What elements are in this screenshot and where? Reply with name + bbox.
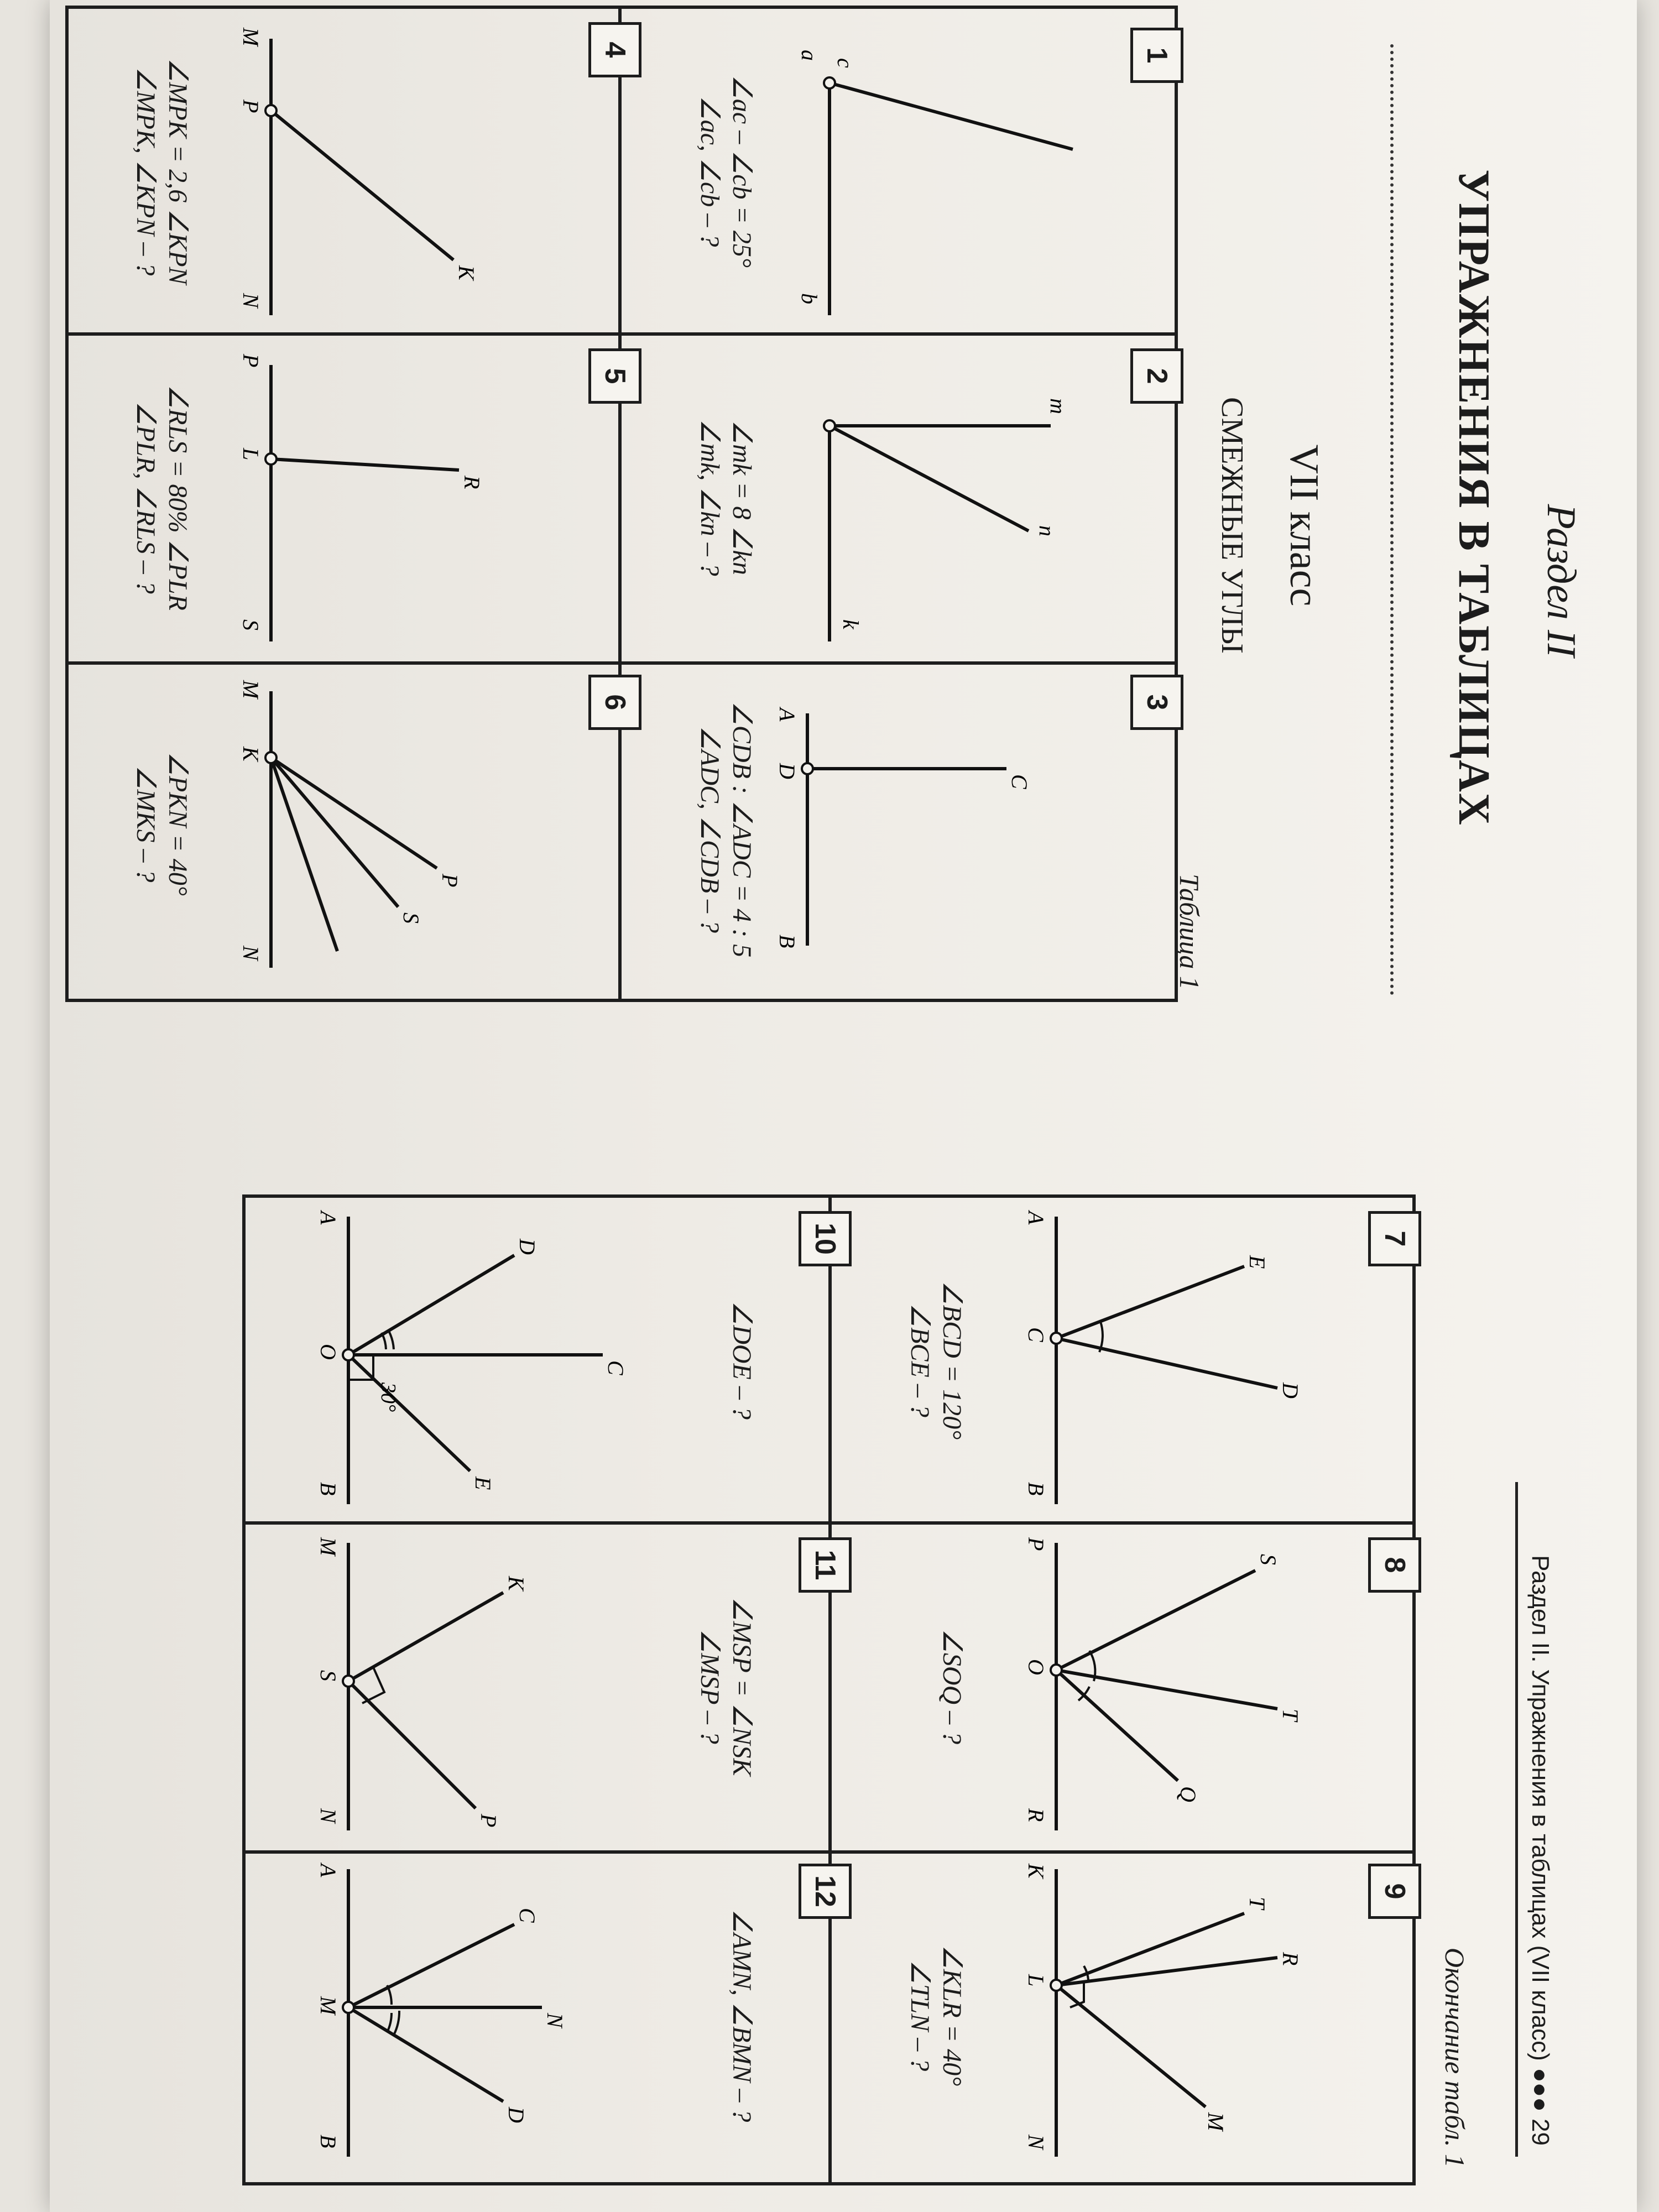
header-rule	[1515, 1482, 1518, 2157]
label-O: O	[1024, 1659, 1048, 1675]
exercise-8	[835, 1521, 1416, 1847]
label-C: C	[1007, 774, 1032, 789]
exercise-10	[249, 1194, 841, 1521]
label-Q: Q	[1176, 1786, 1201, 1802]
exercise-number: 3	[1130, 675, 1183, 730]
label-R: R	[1024, 1808, 1048, 1822]
label-K: K	[504, 1576, 529, 1591]
figure-4	[227, 6, 536, 326]
label-K: K	[1024, 1864, 1048, 1879]
label-B: B	[775, 935, 800, 948]
figure-11	[293, 1521, 680, 1841]
label-P: P	[1024, 1537, 1048, 1551]
label-R: R	[1278, 1952, 1303, 1966]
label-R: R	[460, 476, 484, 489]
exercise-condition: ∠KLR = 40° ∠TLN – ?	[905, 1945, 967, 2086]
label-A: A	[316, 1211, 341, 1225]
exercise-3	[625, 658, 1178, 990]
label-O: O	[316, 1344, 341, 1360]
label-P: P	[238, 354, 263, 368]
exercise-condition: ∠MSP = ∠NSK ∠MSP – ?	[695, 1597, 757, 1776]
exercise-1	[625, 6, 1178, 332]
label-S: S	[238, 619, 263, 630]
figure-6	[227, 658, 536, 984]
exercise-4	[72, 6, 631, 332]
label-M: M	[1203, 2112, 1228, 2131]
exercise-condition: ∠DOE – ?	[727, 1301, 757, 1420]
label-B: B	[316, 1482, 341, 1496]
exercise-number: 10	[799, 1211, 852, 1266]
label-D: D	[515, 1239, 540, 1255]
figure-1	[785, 6, 1095, 326]
label-m: m	[1046, 398, 1071, 414]
section-heading: Раздел II	[1538, 504, 1584, 658]
figure-3	[775, 658, 1095, 984]
label-N: N	[238, 293, 263, 308]
exercise-condition: ∠BCD = 120° ∠BCE – ?	[905, 1281, 967, 1440]
rotated-page-content	[50, 0, 1637, 2212]
label-T: T	[1245, 1897, 1270, 1910]
exercise-number: 6	[588, 675, 641, 730]
label-D: D	[1278, 1383, 1303, 1399]
label-A: A	[1024, 1211, 1048, 1225]
running-header: Раздел II. Упражнения в таблицах (VII класс) ●●● 29	[1527, 1555, 1554, 2146]
label-P: P	[476, 1814, 501, 1828]
label-N: N	[316, 1808, 341, 1823]
label-P: P	[437, 874, 462, 888]
exercise-number: 1	[1130, 28, 1183, 83]
exercise-condition: ∠AMN, ∠BMN – ?	[727, 1909, 757, 2122]
label-N: N	[238, 946, 263, 961]
label-P: P	[238, 100, 263, 113]
label-M: M	[238, 28, 263, 46]
exercise-condition: ∠CDB : ∠ADC = 4 : 5 ∠ADC, ∠CDB – ?	[695, 701, 757, 958]
angle-label-30: 30°	[377, 1383, 400, 1412]
exercise-5	[72, 332, 631, 658]
label-M: M	[238, 680, 263, 699]
continuation-label: Окончание табл. 1	[1439, 1947, 1470, 2168]
exercise-condition: ∠SOQ – ?	[937, 1629, 967, 1745]
grade-title: VII класс	[1281, 444, 1327, 607]
label-a: a	[797, 50, 822, 61]
exercise-condition: ∠mk = 8 ∠kn ∠mk, ∠kn – ?	[695, 419, 757, 576]
label-S: S	[316, 1670, 341, 1681]
label-B: B	[316, 2135, 341, 2148]
table-label: Таблица 1	[1174, 874, 1205, 990]
label-D: D	[504, 2107, 529, 2123]
label-C: C	[1024, 1327, 1048, 1342]
main-title: УПРАЖНЕНИЯ В ТАБЛИЦАХ	[1449, 169, 1498, 826]
label-N: N	[542, 2013, 567, 2028]
label-K: K	[454, 265, 479, 280]
exercise-7	[835, 1194, 1416, 1521]
exercise-number: 2	[1130, 348, 1183, 404]
exercise-number: 12	[799, 1864, 852, 1919]
label-A: A	[775, 708, 800, 722]
label-E: E	[471, 1477, 495, 1490]
label-L: L	[1024, 1974, 1048, 1987]
exercise-number: 4	[588, 22, 641, 77]
label-E: E	[1245, 1255, 1270, 1269]
exercise-condition: ∠MPK = 2,6 ∠KPN ∠MPK, ∠KPN – ?	[131, 58, 192, 285]
label-n: n	[1035, 525, 1060, 536]
label-S: S	[1256, 1554, 1281, 1565]
label-K: K	[238, 747, 263, 761]
label-T: T	[1278, 1709, 1303, 1721]
label-B: B	[1024, 1482, 1048, 1496]
figure-10	[293, 1194, 680, 1515]
exercise-number: 11	[799, 1537, 852, 1593]
exercise-number: 7	[1368, 1211, 1421, 1266]
exercise-6	[72, 658, 631, 990]
exercise-11	[249, 1521, 841, 1847]
label-b: b	[797, 293, 822, 304]
exercise-number: 8	[1368, 1537, 1421, 1593]
figure-5	[227, 332, 536, 653]
label-L: L	[238, 448, 263, 461]
dotted-divider	[1390, 44, 1394, 995]
label-S: S	[399, 912, 424, 924]
figure-12	[293, 1847, 680, 2173]
exercise-2	[625, 332, 1178, 658]
label-C: C	[515, 1908, 540, 1923]
exercise-9	[835, 1847, 1416, 2179]
label-N: N	[1024, 2135, 1048, 2150]
label-M: M	[316, 1537, 341, 1556]
exercise-number: 9	[1368, 1864, 1421, 1919]
exercise-12	[249, 1847, 841, 2179]
label-D: D	[775, 763, 800, 779]
figure-8	[1012, 1521, 1344, 1841]
figure-7	[1012, 1194, 1344, 1515]
label-C: C	[603, 1360, 628, 1375]
exercise-condition: ∠ac – ∠cb = 25° ∠ac, ∠cb – ?	[695, 75, 757, 268]
topic-title: СМЕЖНЫЕ УГЛЫ	[1215, 397, 1249, 654]
label-c: c	[833, 58, 858, 68]
label-A: A	[316, 1864, 341, 1877]
figure-9	[1012, 1847, 1344, 2173]
textbook-page	[50, 0, 1637, 2212]
label-M: M	[316, 1996, 341, 2015]
label-k: k	[838, 619, 863, 629]
exercise-condition: ∠RLS = 80% ∠PLR ∠PLR, ∠RLS – ?	[131, 385, 192, 611]
figure-2	[785, 332, 1095, 653]
exercise-number: 5	[588, 348, 641, 404]
exercise-condition: ∠PKN = 40° ∠MKS – ?	[131, 752, 192, 896]
